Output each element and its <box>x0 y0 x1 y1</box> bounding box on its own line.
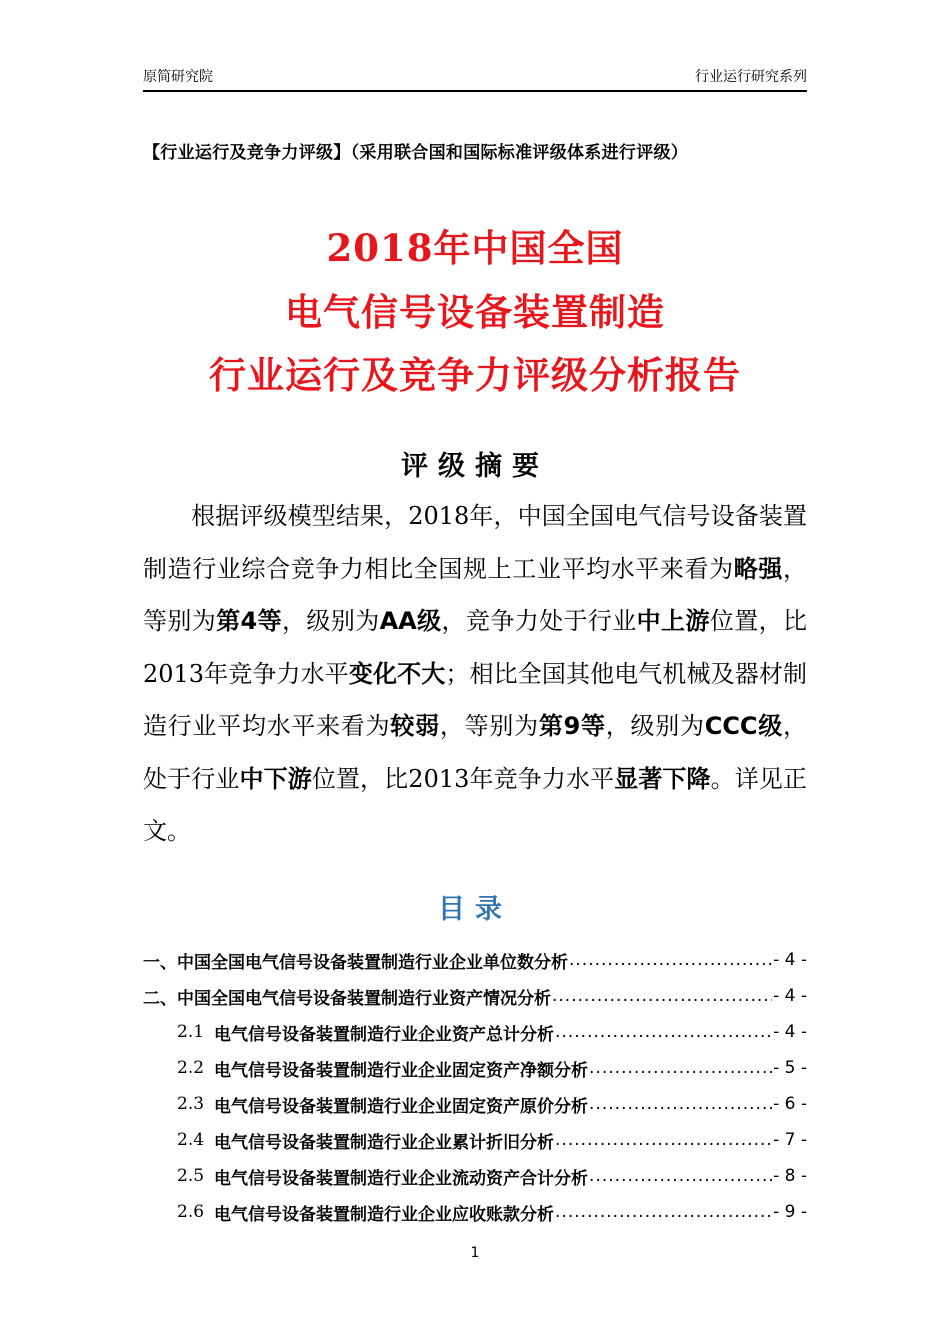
summary-text: 位置，比2013年竞争力水平 <box>311 764 615 793</box>
toc-leader-dots <box>589 1166 772 1186</box>
summary-emphasis: 较弱 <box>390 712 440 740</box>
toc-leader-dots <box>589 1094 772 1114</box>
summary-text: ，等别为 <box>143 554 808 635</box>
toc-leader-dots <box>555 1202 772 1222</box>
toc-leader-dots <box>569 950 772 970</box>
summary-emphasis: 略强 <box>733 554 784 583</box>
toc-entry-label: 电气信号设备装置制造行业企业累计折旧分析 <box>214 1132 555 1153</box>
toc-entry-number: 2.3 <box>177 1094 205 1114</box>
toc-entry-label: 电气信号设备装置制造行业企业固定资产净额分析 <box>214 1060 589 1081</box>
report-title-line-2: 电气信号设备装置制造 <box>285 290 665 334</box>
report-title-line-1: 2018年中国全国 <box>326 226 624 270</box>
toc-entry-page: - 4 - <box>773 1022 807 1042</box>
summary-emphasis: 中下游 <box>239 764 312 793</box>
toc-entry-label: 中国全国电气信号设备装置制造行业企业单位数分析 <box>177 952 568 973</box>
summary-text: ，等别为 <box>439 712 539 740</box>
toc-entry[interactable] <box>143 978 807 1014</box>
toc-entry-number: 2.5 <box>177 1166 205 1186</box>
summary-text: ，级别为 <box>605 712 705 740</box>
toc-entry-label: 电气信号设备装置制造行业企业应收账款分析 <box>214 1204 555 1225</box>
summary-emphasis: 变化不大 <box>348 659 446 688</box>
toc-leader-dots <box>552 986 772 1006</box>
toc-entry-page: - 4 - <box>773 950 807 970</box>
toc-entry-page: - 9 - <box>773 1202 807 1222</box>
toc-entry-page: - 5 - <box>773 1058 807 1078</box>
report-title-line-3: 行业运行及竞争力评级分析报告 <box>209 353 741 397</box>
toc-leader-dots <box>589 1058 772 1078</box>
summary-emphasis: 第9等 <box>538 712 606 740</box>
toc-leader-dots <box>555 1130 772 1150</box>
toc-entry[interactable] <box>143 1086 807 1122</box>
toc-entry-number: 2.6 <box>177 1202 205 1222</box>
summary-heading: 评级摘要 <box>401 451 549 482</box>
toc-entry-label: 电气信号设备装置制造行业企业资产总计分析 <box>214 1024 555 1045</box>
summary-text: 。详见正文。 <box>143 764 808 845</box>
summary-emphasis: CCC级 <box>704 712 784 740</box>
toc-entry-number: 2.1 <box>177 1022 205 1042</box>
summary-text: 位置，比2013年竞争力水平 <box>143 607 808 688</box>
summary-paragraph <box>143 490 807 858</box>
summary-text: 根据评级模型结果，2018年，中国全国电气信号设备装置制造行业综合竞争力相比全国规上工业平均水平来看为 <box>143 502 807 583</box>
toc-entry-page: - 7 - <box>773 1130 807 1150</box>
rating-subtitle: 【行业运行及竞争力评级】（采用联合国和国际标准评级体系进行评级） <box>143 143 689 163</box>
summary-emphasis: 中上游 <box>636 607 710 635</box>
page-header <box>143 66 807 92</box>
toc-entry-page: - 4 - <box>773 986 807 1006</box>
summary-text: ，处于行业 <box>143 712 808 793</box>
summary-body <box>143 502 807 845</box>
toc-entry-number: 2.4 <box>177 1130 205 1150</box>
summary-text: ；相比全国其他电气机械及器材制造行业平均水平来看为 <box>143 659 808 740</box>
toc-entry-number: 一、 <box>143 952 177 973</box>
toc-entry-page: - 8 - <box>773 1166 807 1186</box>
toc-entry-number: 2.2 <box>177 1058 205 1078</box>
toc-heading: 目录 <box>438 894 512 925</box>
toc-entry[interactable] <box>143 1158 807 1194</box>
page-number: 1 <box>470 1245 480 1261</box>
summary-text: ，级别为 <box>282 607 380 635</box>
toc-entry[interactable] <box>143 1194 807 1230</box>
header-series: 行业运行研究系列 <box>695 69 807 85</box>
toc-entry[interactable] <box>143 942 807 978</box>
toc-entry-number: 二、 <box>143 988 177 1009</box>
summary-emphasis: 显著下降 <box>614 764 711 793</box>
toc-entry-label: 中国全国电气信号设备装置制造行业资产情况分析 <box>177 988 551 1009</box>
toc-entry[interactable] <box>143 1014 807 1050</box>
summary-emphasis: 第4等 <box>216 607 283 635</box>
toc-entry-label: 电气信号设备装置制造行业企业固定资产原价分析 <box>214 1096 589 1117</box>
toc-leader-dots <box>555 1022 772 1042</box>
toc-entry-page: - 6 - <box>773 1094 807 1114</box>
header-publisher: 原简研究院 <box>143 69 213 85</box>
toc-entry-label: 电气信号设备装置制造行业企业流动资产合计分析 <box>214 1168 589 1189</box>
summary-text: ，竞争力处于行业 <box>441 607 637 635</box>
summary-emphasis: AA级 <box>379 607 442 635</box>
toc-entry[interactable] <box>143 1122 807 1158</box>
table-of-contents <box>143 942 807 1230</box>
toc-entry[interactable] <box>143 1050 807 1086</box>
